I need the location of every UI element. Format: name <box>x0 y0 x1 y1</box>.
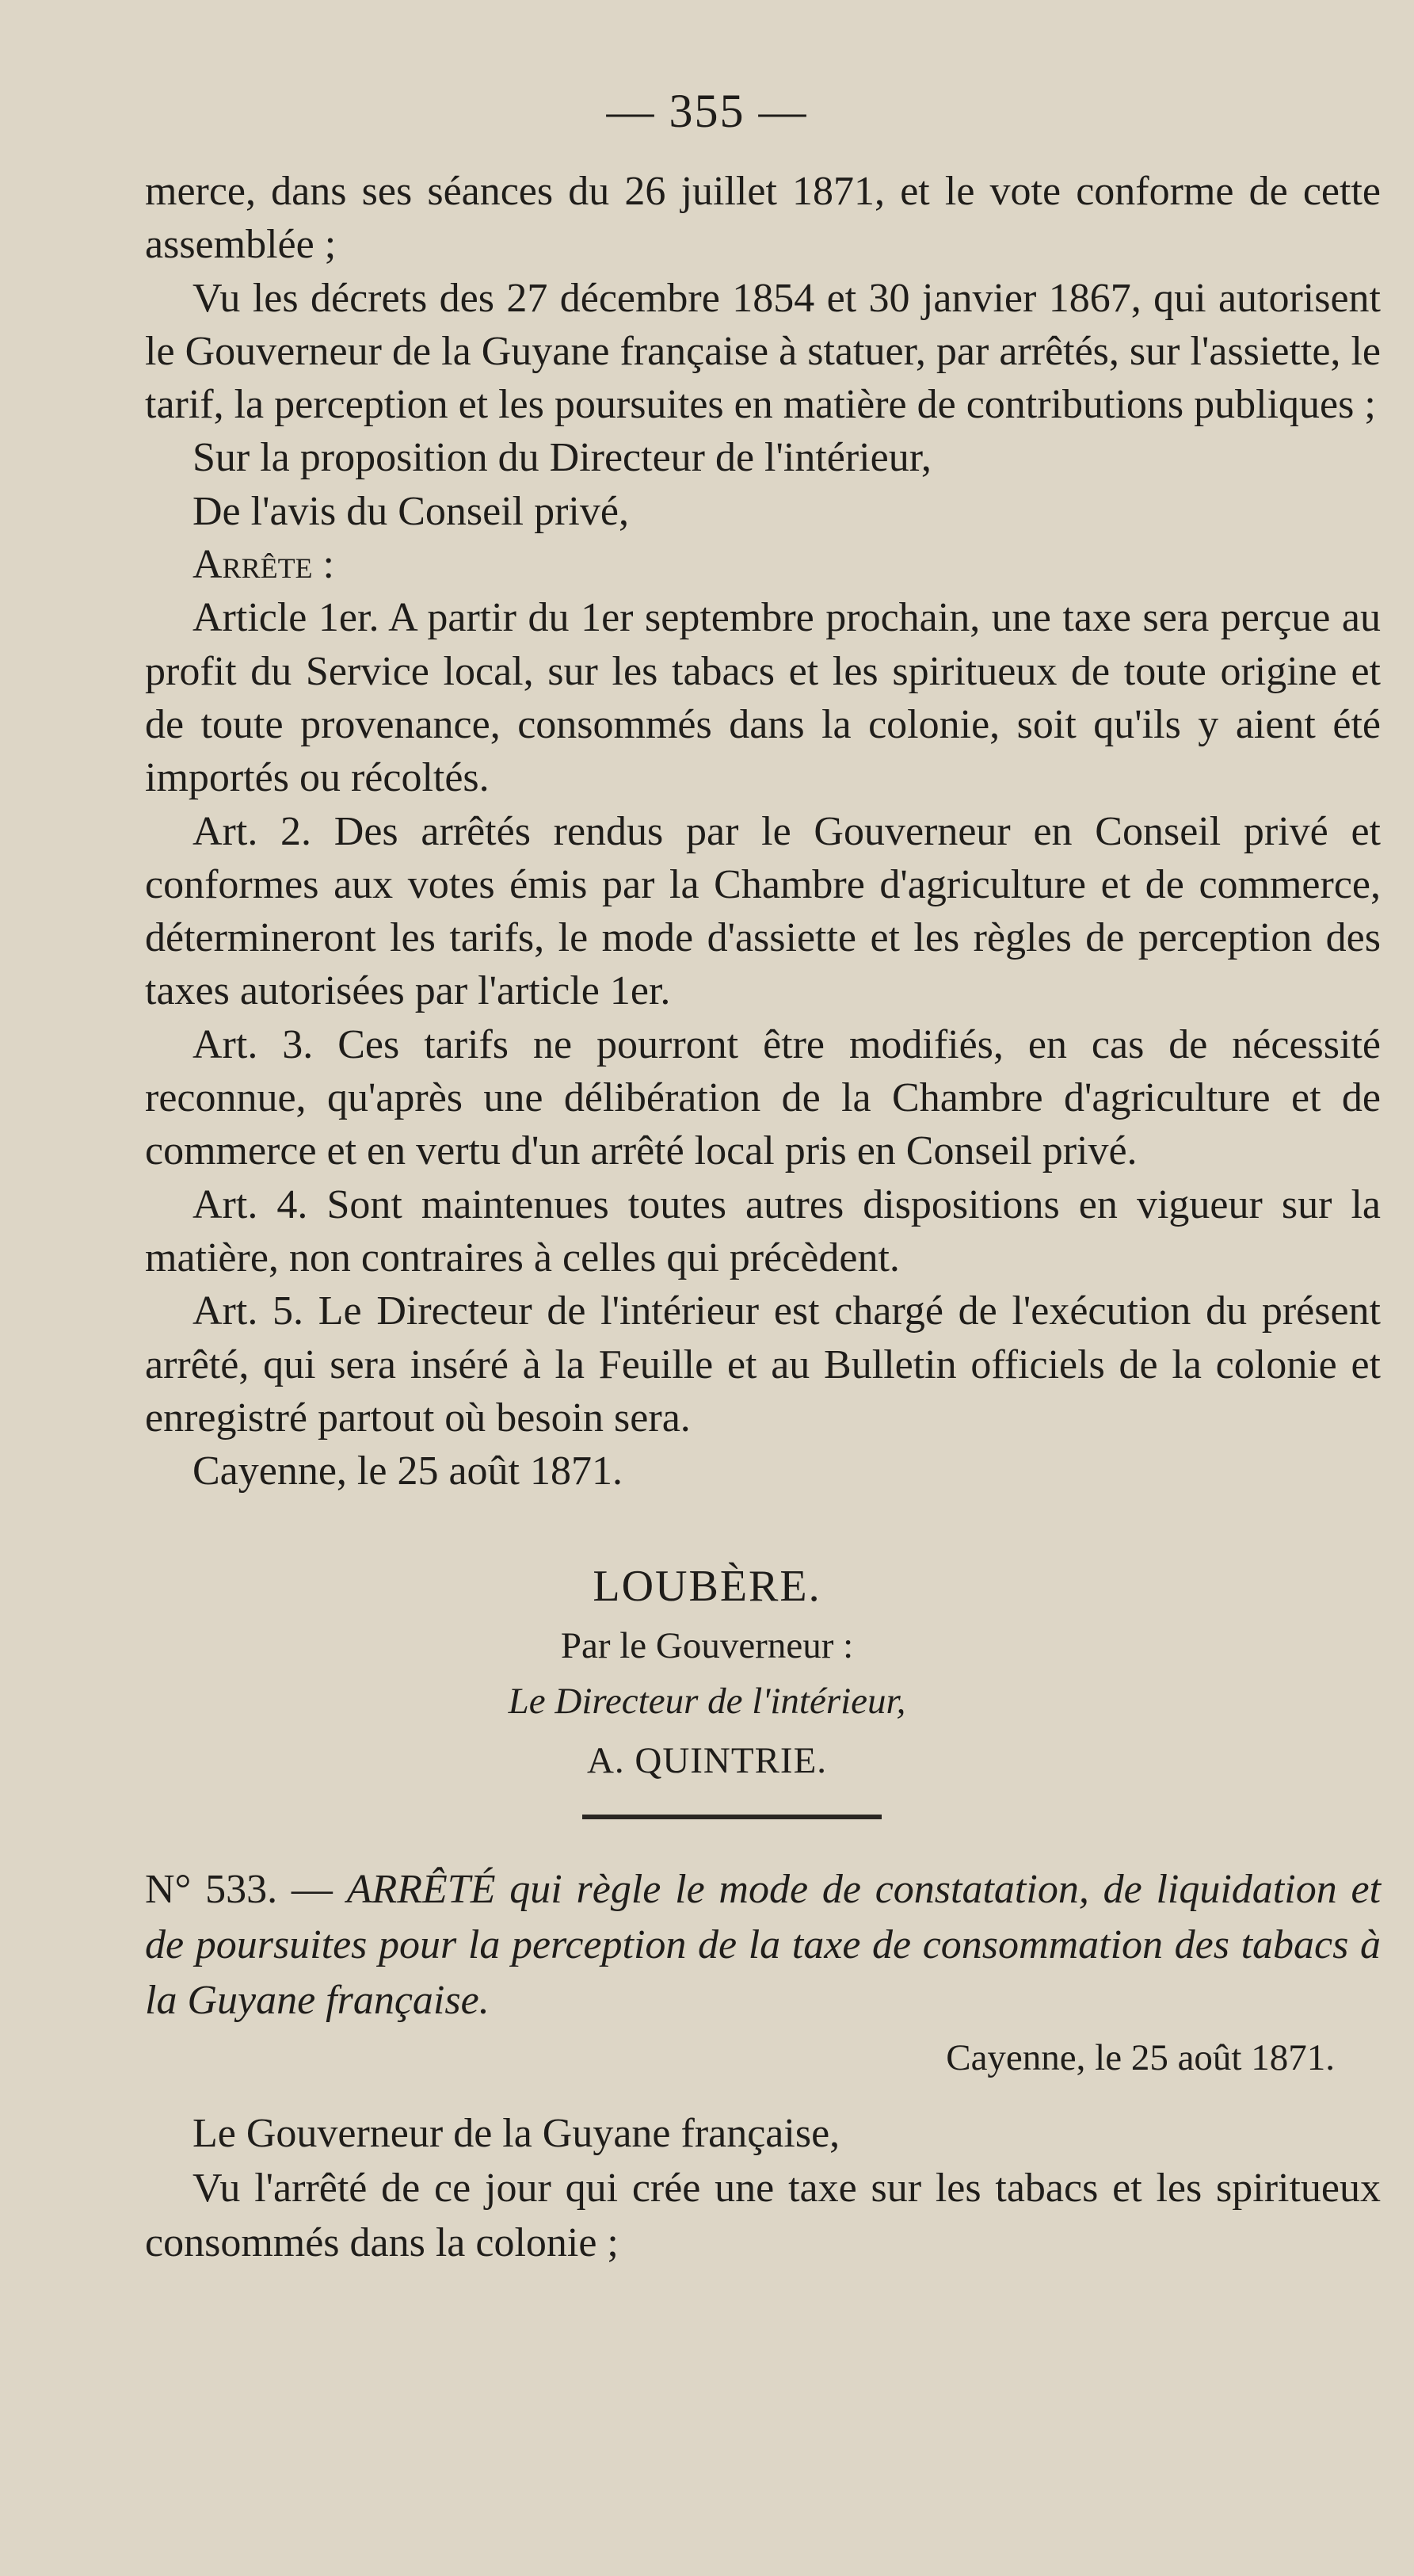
article-2: Art. 2. Des arrêtés rendus par le Gouverneur en Conseil privé et conformes aux votes émis par la Chambre d'agriculture et de commerce, détermineront les tarifs, le mode d'assiette et les règles de perception des taxes autorisées par l'article 1er. <box>145 808 1381 1014</box>
decree-title-word: ARRÊTÉ <box>346 1867 496 1912</box>
paragraph: Vu les décrets des 27 décembre 1854 et 30 janvier 1867, qui autorisent le Gouverneur de la Guyane française à statuer, par arrêtés, sur l'assiette, le tarif, la perception et les poursuites en matière de contributions publiques ; <box>145 275 1381 428</box>
decree-number: N° 533. — <box>145 1867 333 1912</box>
arrete-label: Arrête : <box>192 542 334 588</box>
section-divider <box>582 1815 882 1819</box>
decree-title: qui règle le mode de constatation, de liquidation et de poursuites pour la perception de la taxe de consommation des tabacs à la Guyane française. <box>145 1867 1382 2023</box>
article-5: Art. 5. Le Directeur de l'intérieur est chargé de l'exécution du présent arrêté, qui sera inséré à la Feuille et au Bulletin officiels de la colonie et enregistré partout où besoin sera. <box>145 1288 1381 1441</box>
date-place: Cayenne, le 25 août 1871. <box>192 1448 623 1494</box>
signature-title: Le Directeur de l'intérieur, <box>508 1681 906 1722</box>
decree-heading <box>145 1862 1381 2028</box>
signer-name: LOUBÈRE. <box>593 1562 821 1611</box>
article-1: Article 1er. A partir du 1er septembre prochain, une taxe sera perçue au profit du Service local, sur les tabacs et les spiritueux de toute origine et de toute provenance, consommés dans la colonie, soit qu'ils y aient été importés ou récoltés. <box>145 595 1381 801</box>
signature-name: A. QUINTRIE. <box>586 1740 828 1781</box>
page-number: — 355 — <box>606 85 808 137</box>
paragraph: Sur la proposition du Directeur de l'intérieur, <box>192 435 932 481</box>
preamble-gouverneur: Le Gouverneur de la Guyane française, <box>192 2111 840 2156</box>
paragraph: merce, dans ses séances du 26 juillet 1871, et le vote conforme de cette assemblée ; <box>145 169 1381 268</box>
signature-by-line: Par le Gouverneur : <box>560 1625 854 1666</box>
article-4: Art. 4. Sont maintenues toutes autres dispositions en vigueur sur la matière, non contraires à celles qui précèdent. <box>145 1181 1381 1280</box>
dateline: Cayenne, le 25 août 1871. <box>946 2037 1335 2078</box>
paragraph: Vu l'arrêté de ce jour qui crée une taxe sur les tabacs et les spiritueux consommés dans la colonie ; <box>145 2166 1381 2265</box>
paragraph: De l'avis du Conseil privé, <box>192 488 629 534</box>
decree-body-2 <box>145 2106 1381 2270</box>
decree-body <box>145 165 1381 1498</box>
article-3: Art. 3. Ces tarifs ne pourront être modifiés, en cas de nécessité reconnue, qu'après une délibération de la Chambre d'agriculture et de commerce et en vertu d'un arrêté local pris en Conseil privé. <box>145 1021 1381 1174</box>
